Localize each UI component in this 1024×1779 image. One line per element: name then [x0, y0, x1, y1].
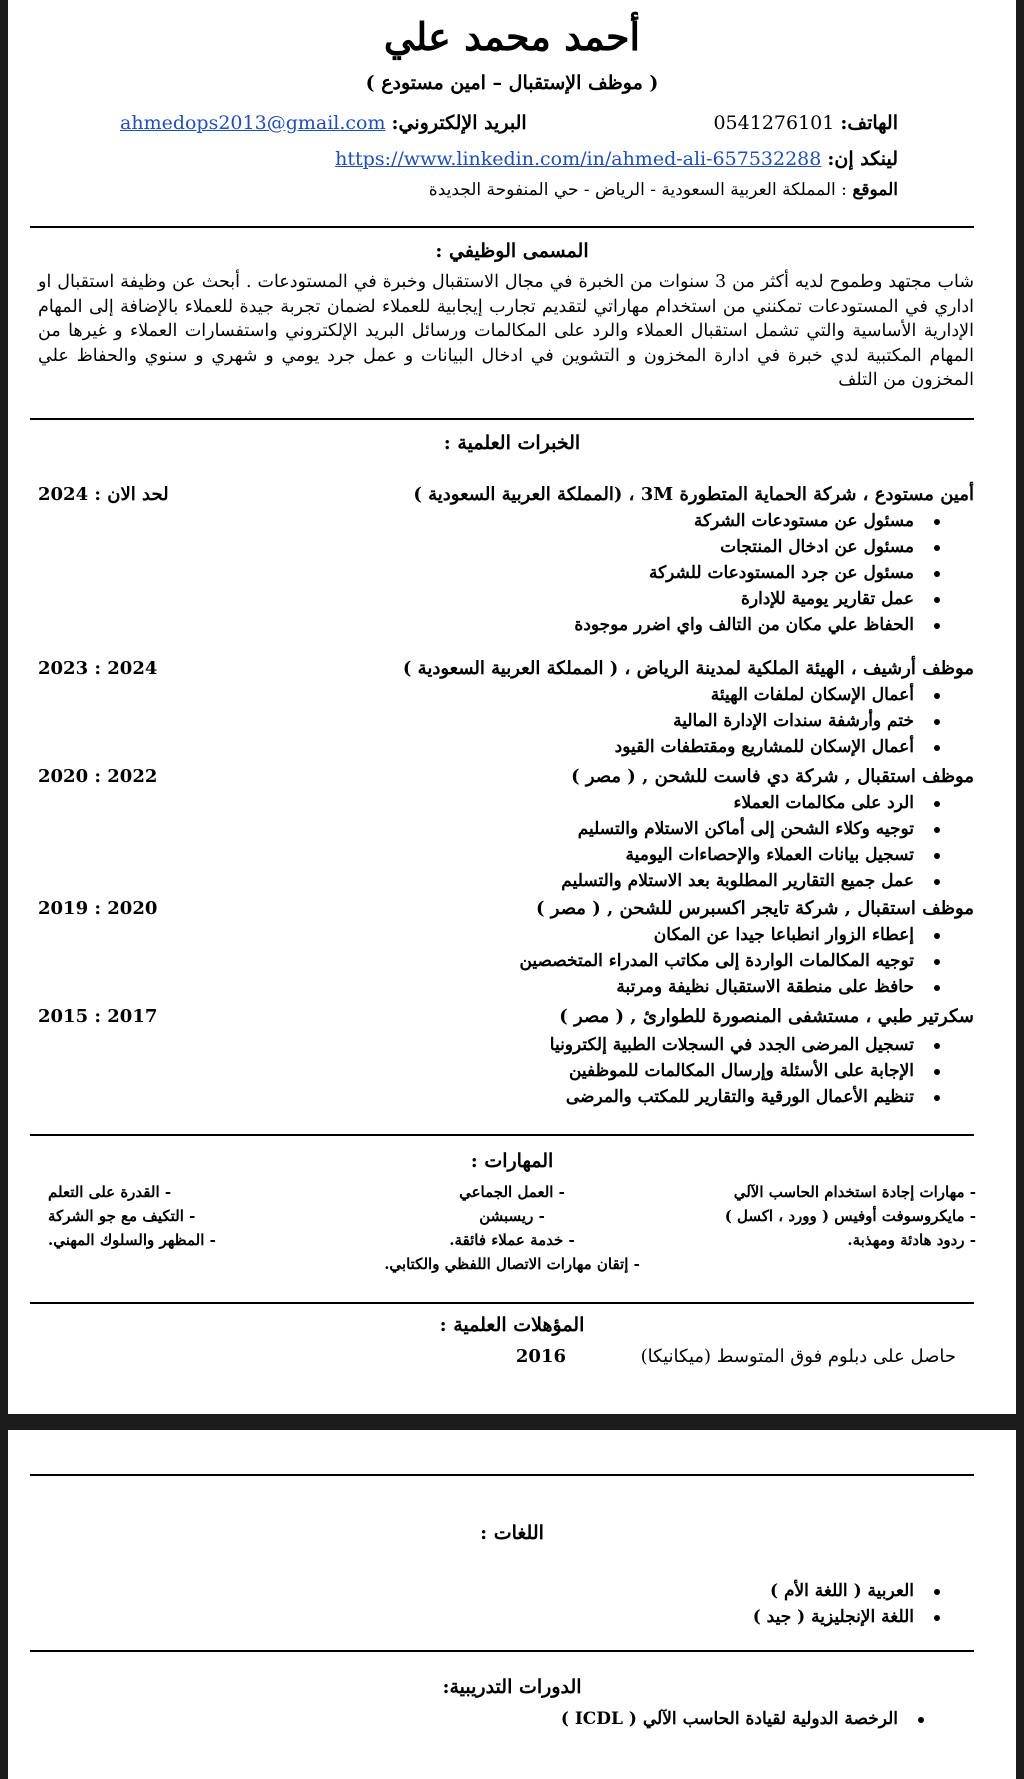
list-item: الرخصة الدولية لقيادة الحاسب الآلي ( ICDL ): [38, 1706, 898, 1732]
divider: [30, 1650, 974, 1652]
list-item: توجيه وكلاء الشحن إلى أماكن الاستلام والتسليم: [38, 816, 914, 842]
list-item: مسئول عن ادخال المنتجات: [38, 534, 914, 560]
divider: [30, 226, 974, 228]
linkedin-line: [335, 148, 898, 170]
skill-item: - إتقان مهارات الاتصال اللفظي والكتابي.: [384, 1255, 640, 1273]
list-item: مسئول عن جرد المستودعات للشركة: [38, 560, 914, 586]
skill-item: - القدرة على التعلم: [48, 1183, 172, 1201]
languages-title: اللغات :: [480, 1522, 544, 1544]
phone-label: الهاتف:: [840, 112, 898, 134]
divider: [30, 1302, 974, 1304]
list-item: اللغة الإنجليزية ( جيد ): [38, 1604, 914, 1630]
courses-list: [38, 1706, 974, 1732]
list-item: إعطاء الزوار انطباعا جيدا عن المكان: [38, 922, 914, 948]
skill-item: - ردود هادئة ومهذبة.: [847, 1231, 976, 1249]
list-item: الإجابة على الأسئلة وإرسال المكالمات للموظفين: [38, 1058, 914, 1084]
list-item: عمل جميع التقارير المطلوبة بعد الاستلام والتسليم: [38, 868, 914, 894]
location-value: : المملكة العربية السعودية - الرياض - حي المنفوحة الجديدة: [428, 180, 847, 200]
candidate-name: أحمد محمد علي: [383, 14, 641, 59]
list-item: حافظ على منطقة الاستقبال نظيفة ومرتبة: [38, 974, 914, 1000]
job-entry: [38, 482, 974, 638]
job-duties: [38, 682, 974, 760]
experience-title: الخبرات العلمية :: [443, 432, 581, 454]
summary-title: المسمى الوظيفي :: [435, 240, 589, 262]
summary-text: شاب مجتهد وطموح لديه أكثر من 3 سنوات من الخبرة في مجال الاستقبال وخبرة في المستودعات . أبحث عن وظيفة استقبال او اداري في المستودعات تمكنني من استخدام مهاراتي لتقديم تجارب إيجابية للعملاء لضمان تجربة جيدة للعملاء بالإضافة إلى المهام الإدارية الأساسية والتي تشمل استقبال العملاء والرد على المكالمات ورسائل البريد الإلكتروني واستفسارات العملاء و غيرها من المهام المكتبية لدي خبرة في ادارة المخزون و التشوين في ادخال البيانات و عمل جرد يومي و شهري و سنوي والحفاظ علي المخزون من التلف: [38, 272, 974, 390]
location-line: [429, 180, 898, 200]
skill-item: - العمل الجماعي: [459, 1183, 565, 1201]
divider: [30, 1134, 974, 1136]
job-entry: [38, 764, 974, 894]
job-duties: [38, 922, 974, 1000]
job-date: 2024 : لحد الان: [38, 484, 169, 505]
skills-grid: [48, 1180, 976, 1276]
list-item: تنظيم الأعمال الورقية والتقارير للمكتب والمرضى: [38, 1084, 914, 1110]
phone-value: 0541276101: [713, 112, 835, 134]
job-duties: [38, 1030, 974, 1110]
list-item: الرد على مكالمات العملاء: [38, 790, 914, 816]
skill-item: - التكيف مع جو الشركة: [48, 1207, 196, 1225]
skill-item: - مهارات إجادة استخدام الحاسب الآلي: [733, 1183, 976, 1201]
skills-title: المهارات :: [470, 1150, 554, 1172]
resume-page-2: [8, 1430, 1016, 1779]
list-item: توجيه المكالمات الواردة إلى مكاتب المدراء المتخصصين: [38, 948, 914, 974]
job-date: 2019 : 2020: [38, 898, 158, 919]
phone-line: [713, 112, 898, 134]
job-duties: [38, 508, 974, 638]
linkedin-label: لينكد إن:: [827, 148, 898, 170]
job-title: موظف أرشيف ، الهيئة الملكية لمدينة الرياض ، ( المملكة العربية السعودية ): [402, 658, 974, 679]
skill-item: - مايكروسوفت أوفيس ( وورد ، اكسل ): [724, 1207, 976, 1225]
list-item: ختم وأرشفة سندات الإدارة المالية: [38, 708, 914, 734]
skill-item: - خدمة عملاء فائقة.: [449, 1231, 575, 1249]
email-label: البريد الإلكتروني:: [391, 112, 527, 134]
job-title: أمين مستودع ، شركة الحماية المتطورة 3M ، (المملكة العربية السعودية ): [413, 484, 974, 505]
resume-page-1: [8, 0, 1016, 1414]
email-line: [120, 112, 527, 134]
list-item: عمل تقارير يومية للإدارة: [38, 586, 914, 612]
job-title: موظف استقبال , شركة دي فاست للشحن , ( مصر ): [571, 766, 974, 787]
job-date: 2015 : 2017: [38, 1006, 158, 1027]
divider: [30, 1474, 974, 1476]
email-link[interactable]: ahmedops2013@gmail.com: [120, 112, 386, 134]
job-entry: [38, 656, 974, 760]
list-item: تسجيل بيانات العملاء والإحصاءات اليومية: [38, 842, 914, 868]
languages-list: [38, 1578, 974, 1630]
skill-item: - ريسبشن: [479, 1207, 545, 1225]
list-item: أعمال الإسكان للمشاريع ومقتطفات القيود: [38, 734, 914, 760]
job-title: موظف استقبال , شركة تايجر اكسبرس للشحن , ( مصر ): [535, 898, 974, 919]
job-entry: [38, 896, 974, 1000]
job-date: 2023 : 2024: [38, 658, 158, 679]
list-item: تسجيل المرضى الجدد في السجلات الطبية إلكترونيا: [38, 1032, 914, 1058]
education-degree: حاصل على دبلوم فوق المتوسط (ميكانيكا): [640, 1346, 956, 1367]
education-year: 2016: [515, 1346, 566, 1367]
job-title: سكرتير طبي ، مستشفى المنصورة للطوارئ , ( مصر ): [559, 1006, 974, 1027]
job-entry: [38, 1004, 974, 1110]
list-item: الحفاظ علي مكان من التالف واي اضرر موجودة: [38, 612, 914, 638]
location-label: الموقع: [852, 180, 898, 200]
education-title: المؤهلات العلمية :: [439, 1314, 585, 1336]
candidate-subtitle: ( موظف الإستقبال – امين مستودع ): [365, 72, 659, 94]
courses-title: الدورات التدريبية:: [442, 1676, 582, 1698]
list-item: أعمال الإسكان لملفات الهيئة: [38, 682, 914, 708]
list-item: العربية ( اللغة الأم ): [38, 1578, 914, 1604]
linkedin-link[interactable]: https://www.linkedin.com/in/ahmed-ali-657532288: [335, 148, 822, 170]
job-date: 2020 : 2022: [38, 766, 158, 787]
list-item: مسئول عن مستودعات الشركة: [38, 508, 914, 534]
divider: [30, 418, 974, 420]
job-duties: [38, 790, 974, 894]
skill-item: - المظهر والسلوك المهني.: [48, 1231, 216, 1249]
